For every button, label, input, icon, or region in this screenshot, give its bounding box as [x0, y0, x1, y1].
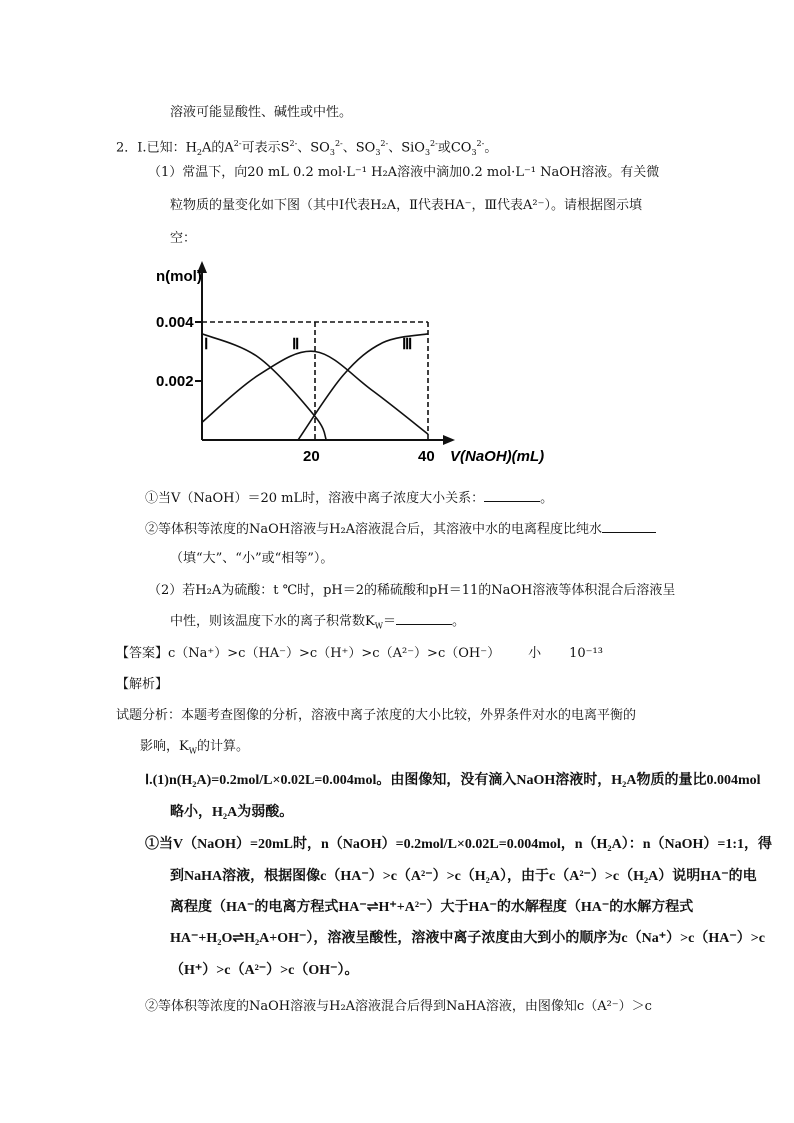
q3-line-2 [170, 612, 465, 636]
sub-kw2: W [188, 746, 197, 756]
y-axis-label: n(mol) [156, 268, 202, 285]
x-tick-label-40: 40 [418, 448, 435, 465]
q1-text: ①当V（NaOH）＝20 mL时，溶液中离子浓度大小关系： [145, 491, 485, 506]
q3-text: 中性，则该温度下水的离子积常数K [170, 614, 375, 629]
curve-label-ii: Ⅱ [292, 336, 300, 353]
x-axis-label: V(NaOH)(mL) [450, 448, 545, 465]
known-text-b: A的A [202, 140, 234, 156]
known-text-f: 、SiO [388, 140, 425, 156]
curve-label-i: Ⅰ [204, 336, 209, 353]
body-line-6: HA⁻+H₂O⇌H₂A+OH⁻），溶液呈酸性，溶液中离子浓度由大到小的顺序为c（Na⁺）>c（HA⁻）>c [170, 931, 765, 946]
sup-co32: 2- [476, 139, 485, 148]
sup-s2: 2- [289, 139, 298, 148]
text-line-3: （1）常温下，向20 mL 0.2 mol·L⁻¹ H₂A溶液中滴加0.2 mol·L⁻¹ NaOH溶液。有关微 [148, 165, 660, 180]
known-text: 已知：H [146, 140, 197, 156]
q3-blank[interactable] [396, 612, 452, 625]
body-line-5: 离程度（HA⁻的电离方程式HA⁻⇌H⁺+A²⁻）大于HA⁻的水解程度（HA⁻的水解方程式 [170, 900, 694, 915]
answer-label: 【答案】 [116, 646, 169, 661]
known-text-d: 、SO [297, 140, 330, 156]
body-line-8: ②等体积等浓度的NaOH溶液与H₂A溶液混合后得到NaHA溶液，由图像知c（A²⁻）＞c [145, 999, 652, 1014]
q2-line [145, 520, 656, 539]
q2-blank[interactable] [602, 520, 656, 533]
curve-label-iii: Ⅲ [402, 336, 413, 353]
sup-so32b: 2- [380, 139, 389, 148]
known-text-c: 可表示S [241, 140, 290, 156]
sub-so3b: 3 [375, 147, 381, 157]
analysis-label: 【解析】 [116, 677, 169, 692]
answer-1: c（Na⁺）>c（HA⁻）>c（H⁺）>c（A²⁻）>c（OH⁻） [168, 646, 501, 661]
y-tick-label-0004: 0.004 [156, 314, 194, 331]
body-line-2: 略小，H₂A为弱酸。 [170, 805, 294, 820]
analysis-text-2: 影响，K [140, 739, 189, 754]
text-line-5: 空： [170, 231, 197, 246]
q3-end: 。 [451, 614, 465, 629]
question-2-header [116, 135, 497, 162]
analysis-line-1: 试题分析：本题考查图像的分析，溶液中离子浓度的大小比较，外界条件对水的电离平衡的 [116, 708, 637, 723]
q1-end: 。 [540, 491, 554, 506]
text-line-4: 粒物质的量变化如下图（其中Ⅰ代表H₂A，Ⅱ代表HA⁻，Ⅲ代表A²⁻）。请根据图示填 [170, 198, 642, 213]
q2-hint: （填“大”、“小”或“相等”）。 [170, 551, 334, 566]
body-line-3: ①当V（NaOH）=20mL时，n（NaOH）=0.2mol/L×0.02L=0.004mol，n（H₂A）：n（NaOH）=1:1，得 [145, 837, 773, 852]
sup-a2: 2- [233, 139, 242, 148]
sub-co3: 3 [471, 147, 477, 157]
text-line-1: 溶液可能显酸性、碱性或中性。 [170, 105, 353, 120]
x-axis-arrow [443, 435, 455, 445]
answer-3: 10⁻¹³ [569, 646, 603, 661]
q1-line [145, 489, 553, 508]
mole-change-graph [150, 255, 550, 470]
sub-kw: W [374, 621, 383, 631]
sub-so3a: 3 [329, 147, 335, 157]
sub-2: 2 [196, 147, 202, 157]
q2-text: ②等体积等浓度的NaOH溶液与H₂A溶液混合后，其溶液中水的电离程度比纯水 [145, 522, 603, 537]
known-text-h: 。 [484, 140, 498, 156]
x-tick-label-20: 20 [303, 448, 320, 465]
body-line-4: 到NaHA溶液，根据图像c（HA⁻）>c（A²⁻）>c（H₂A），由于c（A²⁻）>c（H₂A）说明HA⁻的电 [170, 869, 757, 884]
answer-2: 小 [528, 646, 542, 661]
roman-one: Ⅰ. [137, 140, 147, 156]
sup-so32: 2- [334, 139, 343, 148]
known-text-g: 或CO [437, 140, 472, 156]
graph-svg [150, 255, 550, 470]
body-line-7: （H⁺）>c（A²⁻）>c（OH⁻）。 [170, 963, 359, 978]
sub-sio3: 3 [424, 147, 431, 157]
q3-line: （2）若H₂A为硫酸：t ℃时，pH＝2的稀硫酸和pH＝11的NaOH溶液等体积混合后溶液呈 [148, 583, 676, 598]
q3-eq: ＝ [382, 614, 396, 629]
known-text-e: 、SO [342, 140, 376, 156]
y-tick-label-0002: 0.002 [156, 373, 194, 390]
body-line-1: Ⅰ.(1)n(H₂A)=0.2mol/L×0.02L=0.004mol。由图像知，没有滴入NaOH溶液时，H₂A物质的量比0.004mol [145, 773, 761, 788]
analysis-line-2 [140, 738, 249, 761]
q1-blank[interactable] [484, 489, 540, 502]
sup-sio32: 2- [430, 139, 438, 148]
answer-line [116, 645, 603, 663]
analysis-text-2b: 的计算。 [196, 739, 249, 754]
question-number: 2． [116, 140, 138, 156]
